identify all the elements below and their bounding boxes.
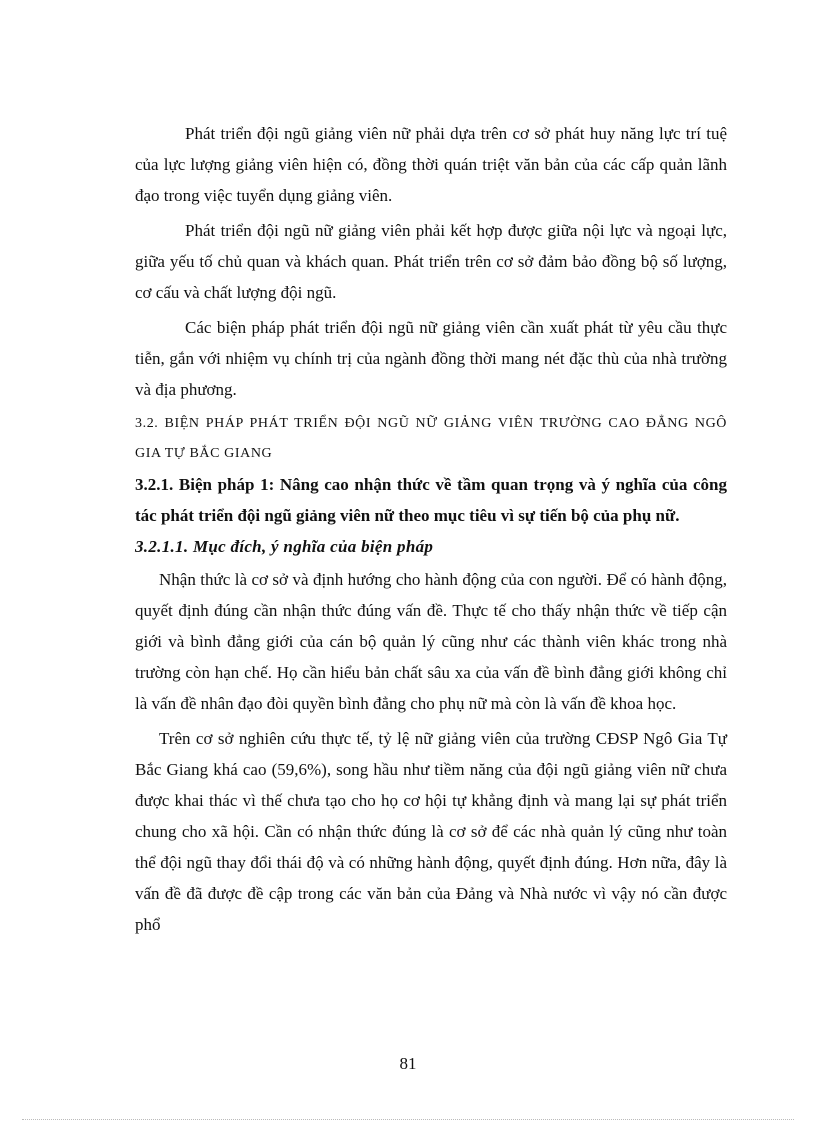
paragraph-intro-3: Các biện pháp phát triển đội ngũ nữ giảng viên cần xuất phát từ yêu cầu thực tiễn, gắn với nhiệm vụ chính trị của ngành đồng thời mang nét đặc thù của nhà trường và địa phương. [135,318,727,399]
paragraph-intro-1: Phát triển đội ngũ giảng viên nữ phải dựa trên cơ sở phát huy năng lực trí tuệ của lực lượng giảng viên hiện có, đồng thời quán triệt văn bản của các cấp quản lãnh đạo trong việc tuyển dụng giảng viên. [135,124,727,205]
paragraph-body-1: Nhận thức là cơ sở và định hướng cho hành động của con người. Để có hành động, quyết định đúng cần nhận thức đúng vấn đề. Thực tế cho thấy nhận thức về tiếp cận giới và bình đẳng giới của cán bộ quản lý cũng như các thành viên khác trong nhà trường còn hạn chế. Họ cần hiểu bản chất sâu xa của vấn đề bình đẳng giới không chỉ là vấn đề nhân đạo đòi quyền bình đẳng cho phụ nữ mà còn là vấn đề khoa học. [135,570,727,713]
paragraph-body-2: Trên cơ sở nghiên cứu thực tế, tỷ lệ nữ giảng viên của trường CĐSP Ngô Gia Tự Bắc Giang khá cao (59,6%), song hầu như tiềm năng của đội ngũ giảng viên nữ chưa được khai thác vì thế chưa tạo cho họ cơ hội tự khẳng định và mang lại sự phát triển chung cho xã hội. Cần có nhận thức đúng là cơ sở để các nhà quản lý cũng như toàn thể đội ngũ thay đổi thái độ và có những hành động, quyết định đúng. Hơn nữa, đây là vấn đề đã được đề cập trong các văn bản của Đảng và Nhà nước vì vậy nó cần được phổ [135,729,727,934]
paragraph-intro-2: Phát triển đội ngũ nữ giảng viên phải kết hợp được giữa nội lực và ngoại lực, giữa yếu tố chủ quan và khách quan. Phát triển trên cơ sở đảm bảo đồng bộ số lượng, cơ cấu và chất lượng đội ngũ. [135,221,727,302]
bottom-rule [22,1119,794,1120]
subsection-heading: 3.2.1. Biện pháp 1: Nâng cao nhận thức về tầm quan trọng và ý nghĩa của công tác phát triển đội ngũ giảng viên nữ theo mục tiêu vì sự tiến bộ của phụ nữ. [135,475,727,525]
page-content [135,118,727,944]
subsubsection-heading: 3.2.1.1. Mục đích, ý nghĩa của biện pháp [135,537,434,556]
section-heading: 3.2. BIỆN PHÁP PHÁT TRIỂN ĐỘI NGŨ NỮ GIẢNG VIÊN TRƯỜNG CAO ĐẲNG NGÔ GIA TỰ BẮC GIANG [135,416,727,461]
page-number: 81 [399,1054,417,1073]
